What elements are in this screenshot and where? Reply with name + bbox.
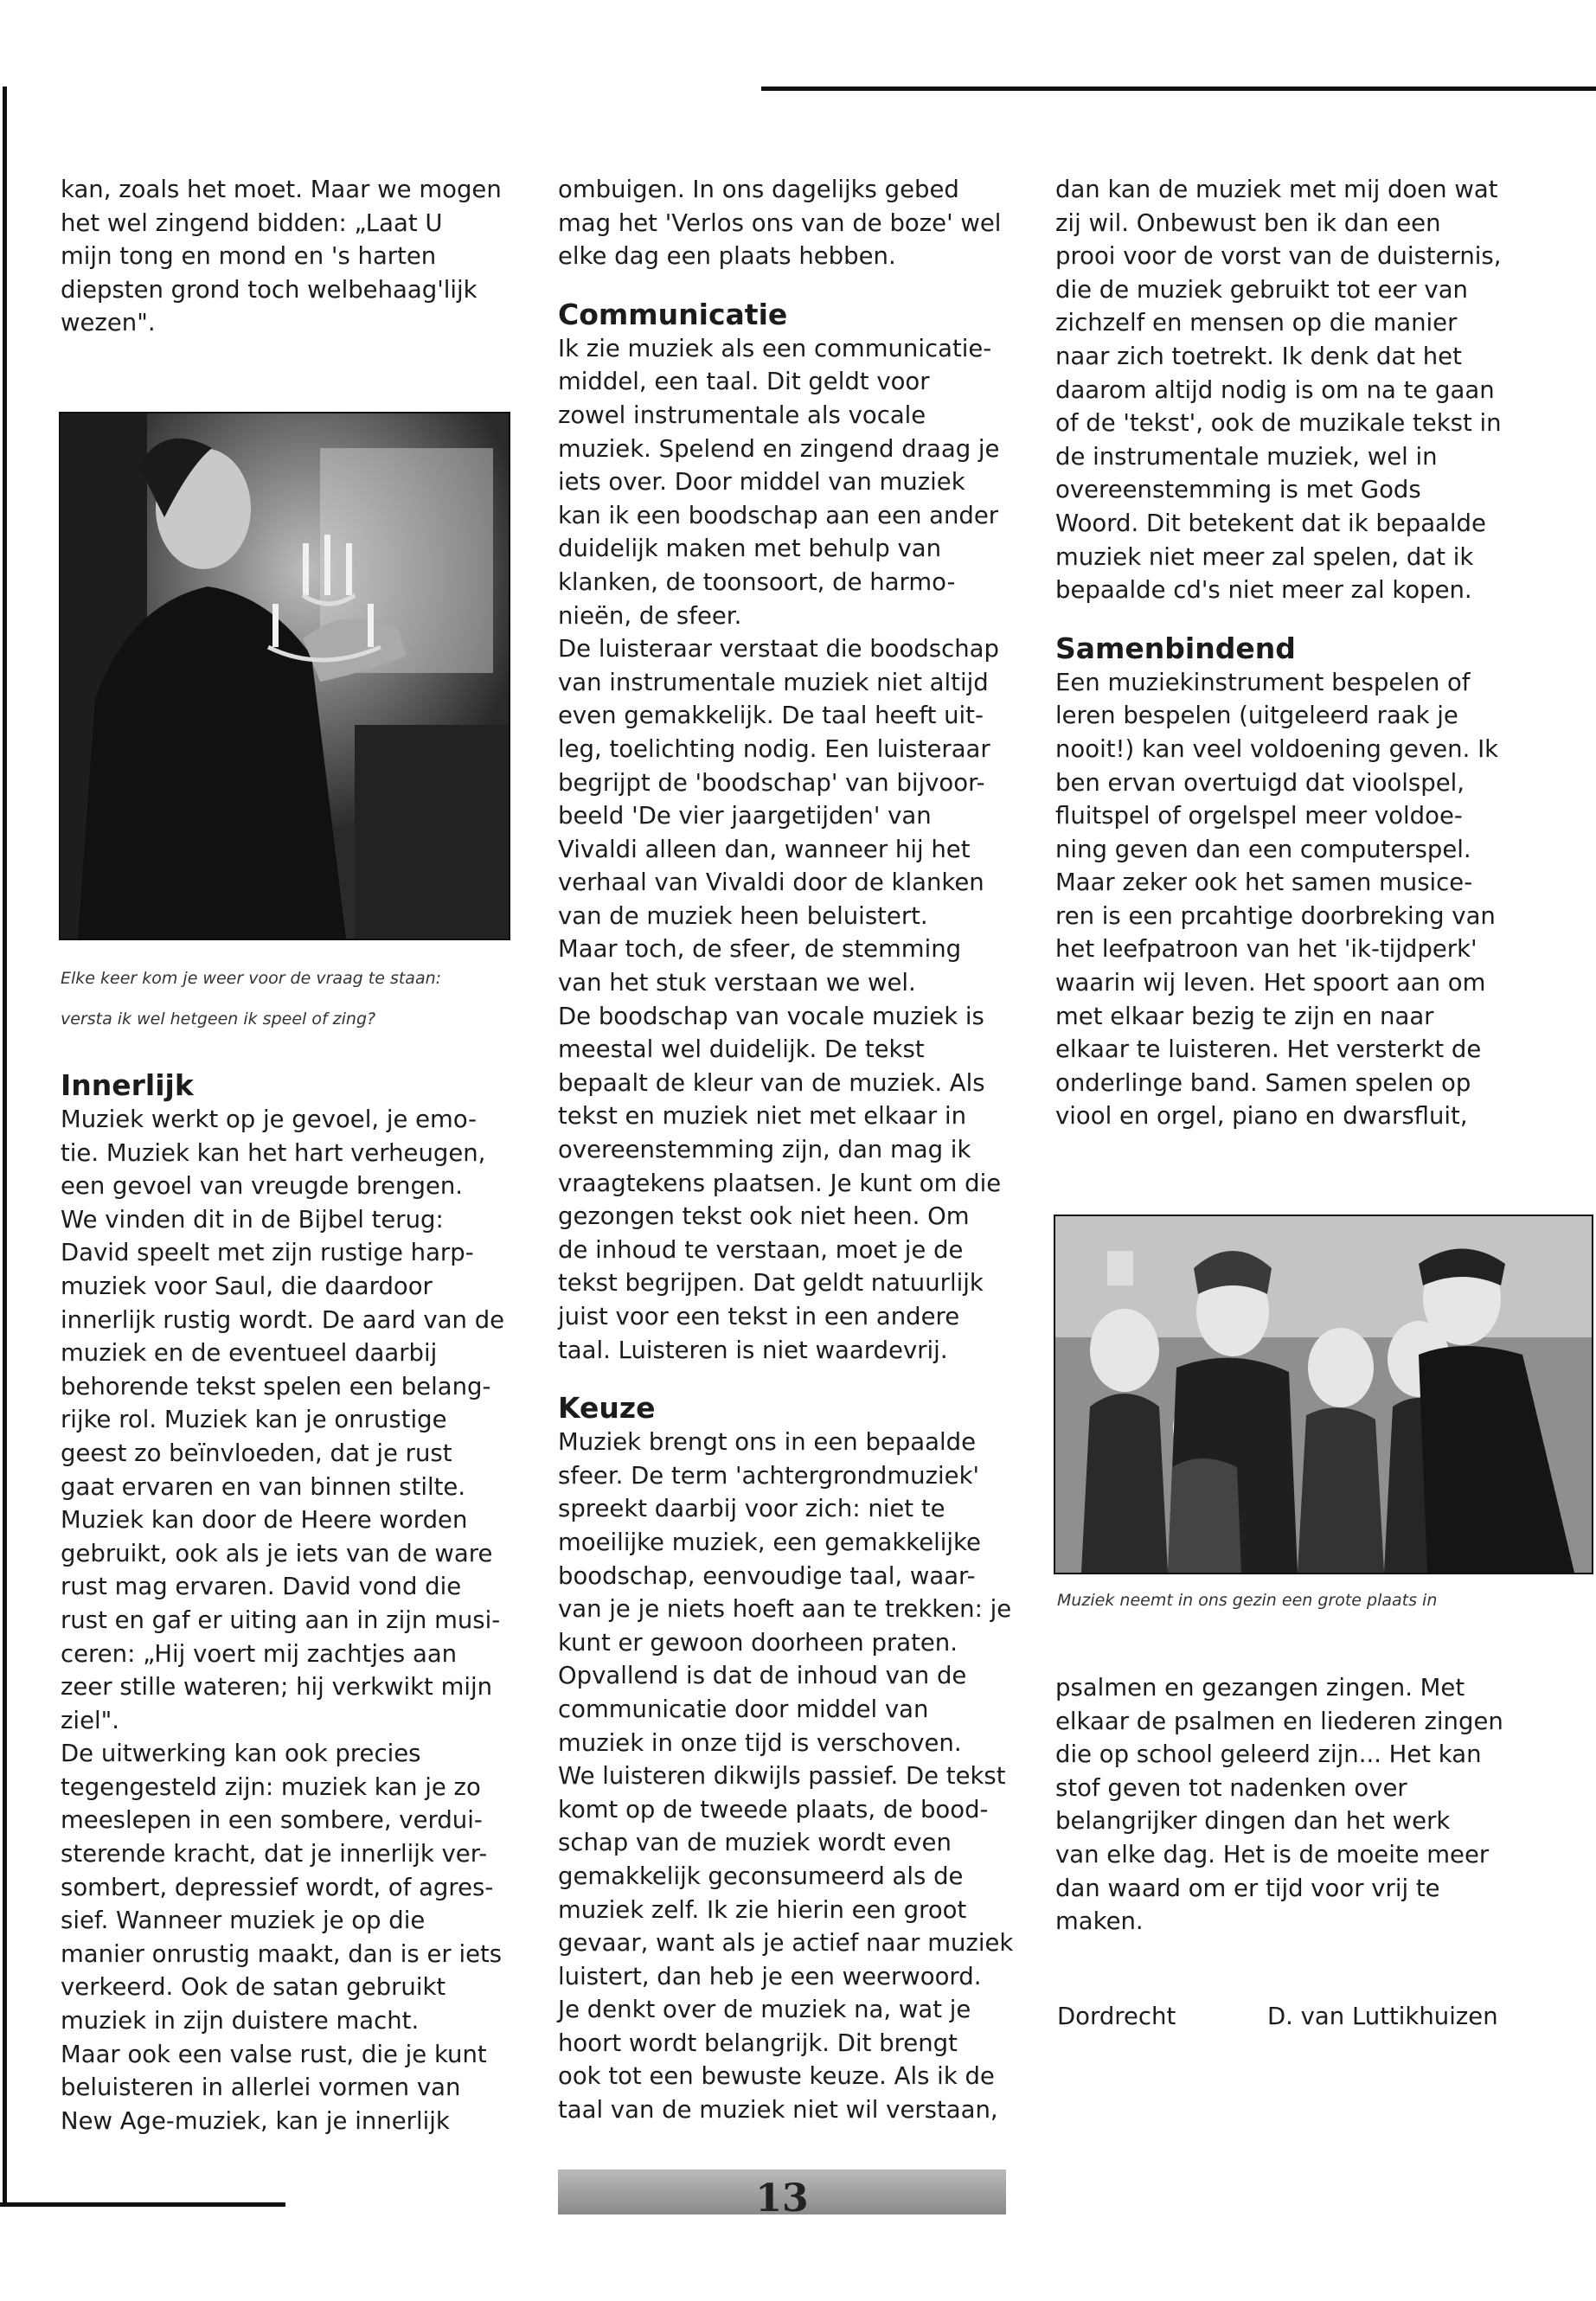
text-line: sfeer. De term 'achtergrondmuziek' <box>558 1461 980 1490</box>
text-line: zichzelf en mensen op die manier <box>1055 309 1458 337</box>
keuze-text <box>558 1426 1014 2126</box>
text-line: De boodschap van vocale muziek is <box>558 1002 984 1030</box>
text-line: de instrumentale muziek, wel in <box>1055 442 1438 471</box>
text-line: muziek en de eventueel daarbij <box>61 1339 438 1368</box>
left-margin-rule <box>3 87 7 2206</box>
text-line: manier onrustig maakt, dan is er iets <box>61 1939 503 1968</box>
column-2 <box>558 173 1014 2127</box>
text-line: muziek voor Saul, die daardoor <box>61 1272 433 1300</box>
col2-intro <box>558 173 1008 273</box>
text-line: ren is een prcahtige doorbreking van <box>1055 901 1496 930</box>
heading-innerlijk: Innerlijk <box>61 1068 194 1102</box>
text-line: het leefpatroon van het 'ik-tijdperk' <box>1055 935 1477 964</box>
text-line: zij wil. Onbewust ben ik dan een <box>1055 208 1441 237</box>
text-line: van het stuk verstaan we wel. <box>558 969 916 997</box>
text-line: spreekt daarbij voor zich: niet te <box>558 1495 945 1523</box>
text-line: Woord. Dit betekent dat ik bepaalde <box>1055 509 1486 537</box>
text-line: ook tot een bewuste keuze. Als ik de <box>558 2062 995 2091</box>
text-line: dan waard om er tijd voor vrij te <box>1055 1874 1440 1902</box>
text-line: New Age-muziek, kan je innerlijk <box>61 2106 450 2135</box>
text-line: tekst en muziek niet met elkaar in <box>558 1102 967 1131</box>
text-line: daarom altijd nodig is om na te gaan <box>1055 375 1495 404</box>
column-1 <box>61 173 510 340</box>
text-line: taal. Luisteren is niet waardevrij. <box>558 1336 948 1364</box>
text-line: versta ik wel hetgeen ik speel of zing? <box>61 1009 376 1029</box>
text-line: gemakkelijk geconsumeerd als de <box>558 1862 964 1890</box>
section-innerlijk <box>61 1068 510 2138</box>
bottom-rule <box>0 2202 285 2207</box>
text-line: Maar ook een valse rust, die je kunt <box>61 2040 487 2068</box>
text-line: naar zich toetrekt. Ik denk dat het <box>1055 342 1462 370</box>
text-line: meestal wel duidelijk. De tekst <box>558 1035 925 1064</box>
text-line: moeilijke muziek, een gemakkelijke <box>558 1528 981 1556</box>
text-line: mijn tong en mond en 's harten <box>61 242 437 271</box>
text-line: tegengesteld zijn: muziek kan je zo <box>61 1772 481 1801</box>
text-line: psalmen en gezangen zingen. Met <box>1055 1674 1465 1702</box>
communicatie-text <box>558 332 1008 1367</box>
text-line: klanken, de toonsoort, de harmo- <box>558 567 956 596</box>
text-line: een gevoel van vreugde brengen. <box>61 1172 464 1201</box>
text-line: tie. Muziek kan het hart verheugen, <box>61 1138 486 1167</box>
text-line: gevaar, want als je actief naar muziek <box>558 1929 1014 1958</box>
text-line: gezongen tekst ook niet heen. Om <box>558 1202 970 1231</box>
col1-intro <box>61 173 510 340</box>
text-line: verhaal van Vivaldi door de klanken <box>558 868 984 897</box>
organist-photo-image <box>61 413 509 939</box>
text-line: middel, een taal. Dit geldt voor <box>558 368 930 396</box>
text-line: communicatie door middel van <box>558 1695 929 1723</box>
text-line: juist voor een tekst in een andere <box>558 1303 960 1330</box>
text-line: van je je niets hoeft aan te trekken: je <box>558 1595 1012 1624</box>
text-line: gebruikt, ook als je iets van de ware <box>61 1539 493 1567</box>
text-line: het wel zingend bidden: „Laat U <box>61 208 443 237</box>
top-rule <box>761 87 1596 91</box>
text-line: leg, toelichting nodig. Een luisteraar <box>558 734 990 763</box>
text-line: met elkaar bezig te zijn en naar <box>1055 1002 1434 1030</box>
page-number: 13 <box>755 2176 809 2221</box>
text-line: ning geven dan een computerspel. <box>1055 835 1471 863</box>
text-line: nieën, de sfeer. <box>558 601 742 630</box>
text-line: rust mag ervaren. David vond die <box>61 1573 462 1601</box>
text-line: begrijpt de 'boodschap' van bijvoor- <box>558 768 985 797</box>
text-line: tekst begrijpen. Dat geldt natuurlijk <box>558 1269 984 1298</box>
text-line: muziek niet meer zal spelen, dat ik <box>1055 542 1474 571</box>
col3-intro <box>1055 173 1522 607</box>
text-line: diepsten grond toch welbehaag'lijk <box>61 275 478 304</box>
text-line: Vivaldi alleen dan, wanneer hij het <box>558 835 971 863</box>
heading-keuze: Keuze <box>558 1391 656 1426</box>
text-line: sombert, depressief wordt, of agres- <box>61 1873 494 1901</box>
text-line: Ik zie muziek als een communicatie- <box>558 334 992 362</box>
text-line: rust en gaf er uiting aan in zijn musi- <box>61 1606 501 1634</box>
text-line: wezen". <box>61 309 156 337</box>
text-line: elke dag een plaats hebben. <box>558 242 896 271</box>
text-line: muziek zelf. Ik zie hierin een groot <box>558 1895 967 1924</box>
text-line: van de muziek heen beluistert. <box>558 901 928 930</box>
text-line: komt op de tweede plaats, de bood- <box>558 1795 989 1823</box>
family-photo-caption: Muziek neemt in ons gezin een grote plaats in <box>1057 1591 1438 1610</box>
organist-caption-lines <box>61 966 441 1031</box>
text-line: viool en orgel, piano en dwarsfluit, <box>1055 1102 1468 1131</box>
text-line: ombuigen. In ons dagelijks gebed <box>558 176 959 203</box>
text-line: zowel instrumentale als vocale <box>558 401 926 429</box>
text-line: waarin wij leven. Het spoort aan om <box>1055 969 1486 997</box>
col3-closing <box>1055 1671 1522 1939</box>
text-line: Muziek werkt op je gevoel, je emo- <box>61 1106 478 1133</box>
text-line: overeenstemming zijn, dan mag ik <box>558 1136 971 1164</box>
text-line: geest zo beïnvloeden, dat je rust <box>61 1439 452 1467</box>
text-line: iets over. Door middel van muziek <box>558 468 965 497</box>
text-line: De luisteraar verstaat die boodschap <box>558 635 999 663</box>
text-line: muziek in zijn duistere macht. <box>61 2007 420 2035</box>
organist-photo-caption <box>61 950 441 1048</box>
text-line: De uitwerking kan ook precies <box>61 1740 421 1768</box>
innerlijk-text <box>61 1103 510 2138</box>
text-line: Muziek brengt ons in een bepaalde <box>558 1428 976 1457</box>
samenbindend-text <box>1055 666 1522 1133</box>
text-line: verkeerd. Ook de satan gebruikt <box>61 1973 446 2002</box>
text-line: kan, zoals het moet. Maar we mogen <box>61 176 502 203</box>
text-line: maken. <box>1055 1907 1144 1936</box>
family-photo-image <box>1055 1216 1592 1573</box>
text-line: ben ervan overtuigd dat vioolspel, <box>1055 768 1465 797</box>
text-line: hoort wordt belangrijk. Dit brengt <box>558 2029 958 2057</box>
text-line: gaat ervaren en van binnen stilte. <box>61 1472 466 1501</box>
text-line: fluitspel of orgelspel meer voldoe- <box>1055 802 1463 830</box>
text-line: elkaar de psalmen en liederen zingen <box>1055 1707 1503 1735</box>
text-line: We vinden dit in de Bijbel terug: <box>61 1205 444 1234</box>
text-line: leren bespelen (uitgeleerd raak je <box>1055 702 1458 730</box>
text-line: taal van de muziek niet wil verstaan, <box>558 2096 998 2125</box>
text-line: kunt er gewoon doorheen praten. <box>558 1628 958 1657</box>
text-line: luistert, dan heb je een weerwoord. <box>558 1962 982 1990</box>
signature-author: D. van Luttikhuizen <box>1267 2003 1498 2030</box>
text-line: David speelt met zijn rustige harp- <box>61 1239 474 1267</box>
text-line: meeslepen in een sombere, verdui- <box>61 1806 483 1835</box>
organist-photo <box>59 412 510 940</box>
text-line: dan kan de muziek met mij doen wat <box>1055 176 1498 203</box>
text-line: schap van de muziek wordt even <box>558 1829 952 1857</box>
text-line: elkaar te luisteren. Het versterkt de <box>1055 1035 1482 1064</box>
text-line: onderlinge band. Samen spelen op <box>1055 1068 1471 1097</box>
text-line: die de muziek gebruikt tot eer van <box>1055 275 1468 304</box>
text-line: behorende tekst spelen een belang- <box>61 1372 491 1400</box>
text-line: beluisteren in allerlei vormen van <box>61 2073 461 2102</box>
text-line: overeenstemming is met Gods <box>1055 476 1421 504</box>
signature-place: Dordrecht <box>1057 2003 1176 2030</box>
text-line: We luisteren dikwijls passief. De tekst <box>558 1762 1006 1791</box>
heading-communicatie: Communicatie <box>558 297 788 331</box>
text-line: stof geven tot nadenken over <box>1055 1773 1407 1802</box>
text-line: rijke rol. Muziek kan je onrustige <box>61 1406 447 1434</box>
text-line: belangrijker dingen dan het werk <box>1055 1807 1451 1836</box>
text-line: boodschap, eenvoudige taal, waar- <box>558 1561 976 1590</box>
text-line: sief. Wanneer muziek je op die <box>61 1907 426 1935</box>
text-line: van instrumentale muziek niet altijd <box>558 668 989 696</box>
text-line: beeld 'De vier jaargetijden' van <box>558 802 932 830</box>
text-line: muziek. Spelend en zingend draag je <box>558 434 1000 463</box>
text-line: Een muziekinstrument bespelen of <box>1055 668 1471 696</box>
text-line: sterende kracht, dat je innerlijk ver- <box>61 1840 488 1868</box>
text-line: die op school geleerd zijn... Het kan <box>1055 1740 1482 1769</box>
text-line: of de 'tekst', ook de muzikale tekst in <box>1055 409 1502 438</box>
text-line: muziek in onze tijd is verschoven. <box>558 1728 962 1757</box>
text-line: Maar zeker ook het samen musice- <box>1055 868 1473 897</box>
text-line: even gemakkelijk. De taal heeft uit- <box>558 702 984 730</box>
text-line: Je denkt over de muziek na, wat je <box>558 1996 971 2024</box>
text-line: Maar toch, de sfeer, de stemming <box>558 935 962 964</box>
text-line: mag het 'Verlos ons van de boze' wel <box>558 208 1002 237</box>
text-line: Muziek kan door de Heere worden <box>61 1506 468 1535</box>
text-line: nooit!) kan veel voldoening geven. Ik <box>1055 734 1499 763</box>
text-line: kan ik een boodschap aan een ander <box>558 501 999 529</box>
page-number-bar <box>558 2170 1006 2221</box>
family-photo <box>1054 1215 1593 1574</box>
heading-samenbindend: Samenbindend <box>1055 631 1296 665</box>
text-line: Opvallend is dat de inhoud van de <box>558 1662 967 1690</box>
text-line: ceren: „Hij voert mij zachtjes aan <box>61 1639 458 1668</box>
text-line: vraagtekens plaatsen. Je kunt om die <box>558 1169 1002 1197</box>
column-3 <box>1055 173 1522 1133</box>
text-line: bepaalt de kleur van de muziek. Als <box>558 1068 985 1097</box>
closing-text <box>1055 1671 1522 1939</box>
text-line: Elke keer kom je weer voor de vraag te staan: <box>61 969 442 988</box>
text-line: prooi voor de vorst van de duisternis, <box>1055 242 1502 271</box>
text-line: bepaalde cd's niet meer zal kopen. <box>1055 576 1472 605</box>
text-line: ziel". <box>61 1706 120 1734</box>
text-line: van elke dag. Het is de moeite meer <box>1055 1840 1490 1868</box>
text-line: de inhoud te verstaan, moet je de <box>558 1235 964 1264</box>
text-line: innerlijk rustig wordt. De aard van de <box>61 1305 505 1334</box>
text-line: zeer stille wateren; hij verkwikt mijn <box>61 1673 493 1702</box>
text-line: duidelijk maken met behulp van <box>558 535 942 563</box>
